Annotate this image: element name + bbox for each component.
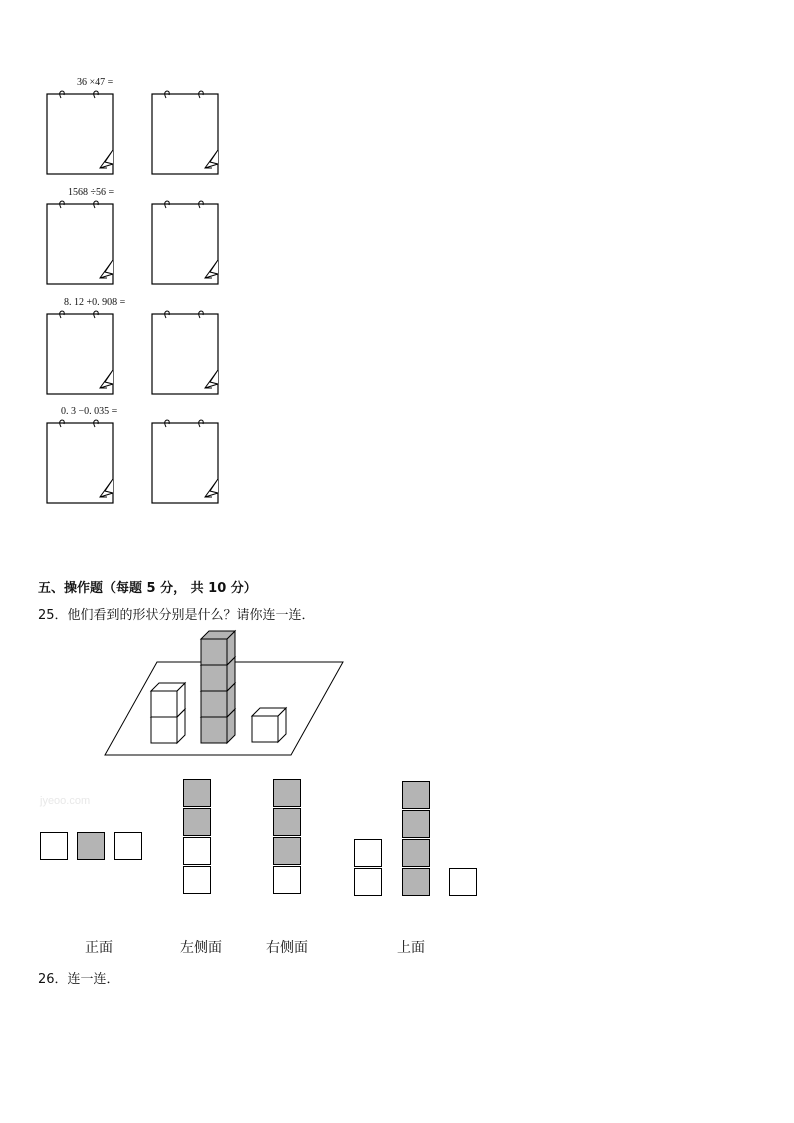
square-white bbox=[114, 832, 142, 860]
scene-cube bbox=[201, 631, 235, 665]
square-white bbox=[354, 839, 382, 867]
question-25: 25．他们看到的形状分别是什么？请你连一连． bbox=[38, 608, 315, 623]
view-label-front[interactable]: 正面 bbox=[85, 940, 113, 956]
view-label-left-side[interactable]: 左侧面 bbox=[180, 940, 222, 956]
square-gray bbox=[183, 808, 211, 836]
question-26: 26．连一连． bbox=[38, 972, 120, 987]
square-gray bbox=[273, 808, 301, 836]
calculation-expression: 0. 3 −0. 035 = bbox=[61, 406, 118, 417]
square-gray bbox=[402, 868, 430, 896]
square-gray bbox=[273, 837, 301, 865]
watermark: jyeoo.com bbox=[40, 795, 91, 807]
square-white bbox=[183, 837, 211, 865]
view-label-top[interactable]: 上面 bbox=[397, 940, 425, 956]
scene-cube bbox=[252, 708, 286, 742]
square-gray bbox=[402, 781, 430, 809]
section-title: 五、操作题（每题 5 分， 共 10 分） bbox=[38, 581, 257, 596]
calculation-expression: 36 ×47 = bbox=[77, 77, 114, 88]
calculation-expression: 1568 ÷56 = bbox=[68, 187, 115, 198]
square-white bbox=[273, 866, 301, 894]
square-gray bbox=[402, 839, 430, 867]
square-gray bbox=[77, 832, 105, 860]
view-label-right-side[interactable]: 右侧面 bbox=[266, 940, 308, 956]
square-white bbox=[354, 868, 382, 896]
square-gray bbox=[402, 810, 430, 838]
square-white bbox=[40, 832, 68, 860]
calculation-expression: 8. 12 +0. 908 = bbox=[64, 297, 126, 308]
square-gray bbox=[183, 779, 211, 807]
scene-cube bbox=[151, 683, 185, 717]
square-gray bbox=[273, 779, 301, 807]
square-white bbox=[183, 866, 211, 894]
square-white bbox=[449, 868, 477, 896]
